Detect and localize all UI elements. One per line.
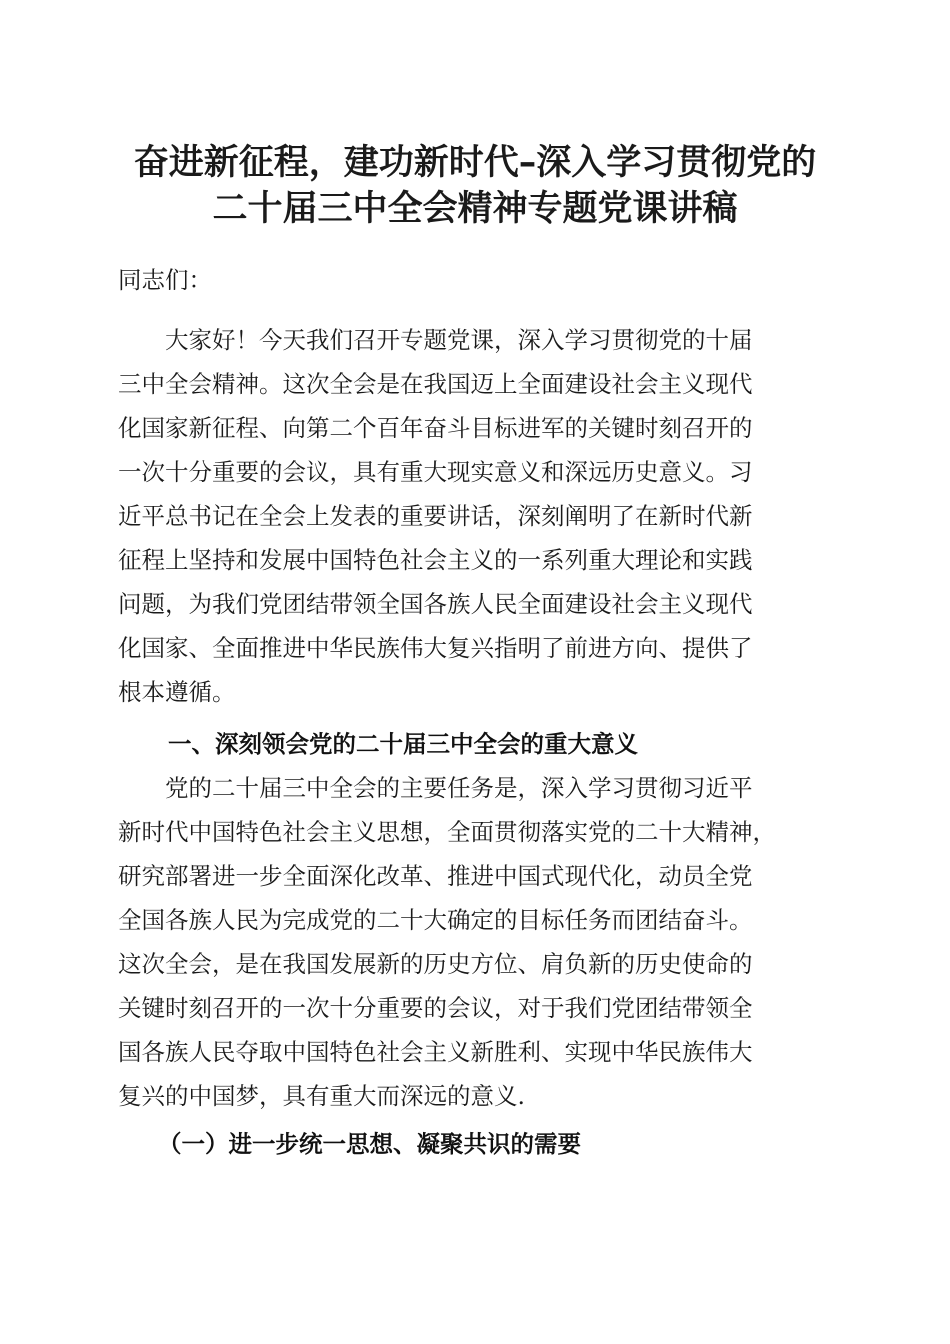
paragraph-1-line: 大家好！今天我们召开专题党课，深入学习贯彻党的十届 [118, 326, 753, 354]
salutation: 同志们： [118, 266, 212, 294]
paragraph-2-line: 研究部署进一步全面深化改革、推进中国式现代化，动员全党 [118, 862, 753, 890]
section-1-heading: 一、深刻领会党的二十届三中全会的重大意义 [168, 730, 638, 758]
paragraph-2-line: 国各族人民夺取中国特色社会主义新胜利、实现中华民族伟大 [118, 1038, 753, 1066]
paragraph-1-line: 一次十分重要的会议，具有重大现实意义和深远历史意义。习 [118, 458, 753, 486]
paragraph-1-line: 三中全会精神。这次全会是在我国迈上全面建设社会主义现代 [118, 370, 753, 398]
document-title-line-2: 二十届三中全会精神专题党课讲稿 [212, 189, 738, 229]
paragraph-1-line: 化国家、全面推进中华民族伟大复兴指明了前进方向、提供了 [118, 634, 753, 662]
paragraph-2-line: 这次全会，是在我国发展新的历史方位、肩负新的历史使命的 [118, 950, 753, 978]
paragraph-2-line: 复兴的中国梦，具有重大而深远的意义. [118, 1082, 525, 1110]
paragraph-1-line: 化国家新征程、向第二个百年奋斗目标进军的关键时刻召开的 [118, 414, 753, 442]
paragraph-2-line: 新时代中国特色社会主义思想，全面贯彻落实党的二十大精神， [118, 818, 776, 846]
paragraph-1-line: 问题，为我们党团结带领全国各族人民全面建设社会主义现代 [118, 590, 753, 618]
paragraph-2-line: 全国各族人民为完成党的二十大确定的目标任务而团结奋斗。 [118, 906, 753, 934]
document-title-line-1: 奋进新征程，建功新时代–深入学习贯彻党的 [133, 143, 817, 183]
paragraph-1-line: 近平总书记在全会上发表的重要讲话，深刻阐明了在新时代新 [118, 502, 753, 530]
subsection-1-heading: （一）进一步统一思想、凝聚共识的需要 [158, 1130, 581, 1158]
paragraph-1-line: 根本遵循。 [118, 678, 236, 706]
paragraph-1-line: 征程上坚持和发展中国特色社会主义的一系列重大理论和实践 [118, 546, 753, 574]
paragraph-2-line: 关键时刻召开的一次十分重要的会议，对于我们党团结带领全 [118, 994, 753, 1022]
paragraph-2-line: 党的二十届三中全会的主要任务是，深入学习贯彻习近平 [118, 774, 753, 802]
